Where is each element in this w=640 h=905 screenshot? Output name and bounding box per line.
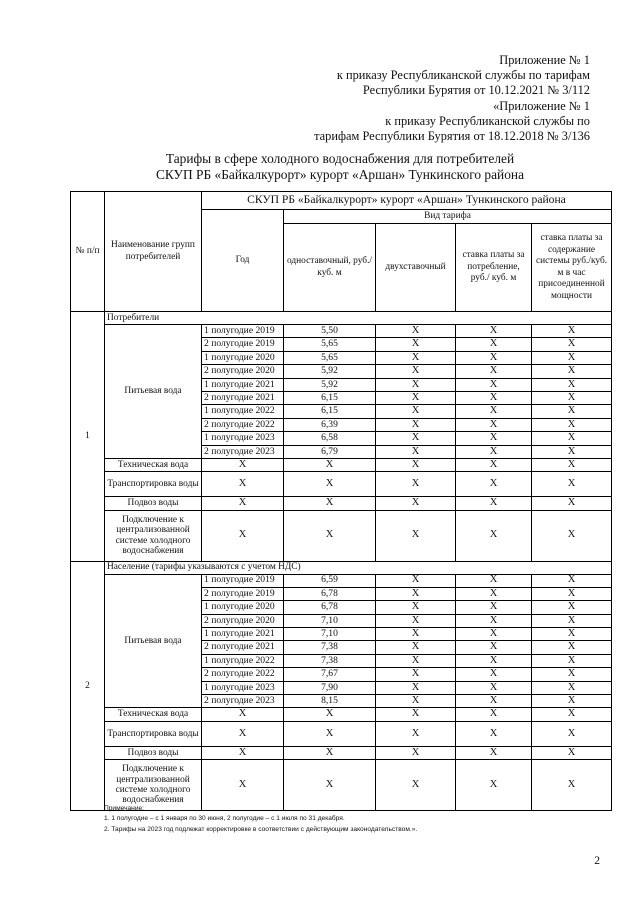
single-rate-value: 6,39: [284, 418, 376, 431]
section-number: 1: [71, 312, 105, 562]
not-applicable-mark: X: [532, 601, 612, 614]
header-organization: СКУП РБ «Байкалкурорт» курорт «Аршан» Тункинского района: [202, 192, 612, 210]
not-applicable-mark: X: [202, 458, 284, 471]
table-row: [71, 708, 612, 721]
not-applicable-mark: X: [376, 760, 456, 811]
period-cell: 1 полугодие 2022: [202, 405, 284, 418]
not-applicable-mark: X: [532, 681, 612, 694]
single-rate-value: 5,50: [284, 325, 376, 338]
not-applicable-mark: X: [202, 708, 284, 721]
drinking-water-label: Питьевая вода: [105, 574, 202, 708]
not-applicable-mark: X: [202, 497, 284, 510]
not-applicable-mark: X: [376, 654, 456, 667]
not-applicable-mark: X: [376, 708, 456, 721]
document-title: [90, 151, 590, 183]
period-cell: 2 полугодие 2019: [202, 587, 284, 600]
service-type-label: Подвоз воды: [105, 746, 202, 759]
not-applicable-mark: X: [532, 458, 612, 471]
not-applicable-mark: X: [456, 641, 532, 654]
single-rate-value: 6,78: [284, 601, 376, 614]
single-rate-value: 6,59: [284, 574, 376, 587]
not-applicable-mark: X: [532, 614, 612, 627]
note-item: 1. 1 полугодие – с 1 января по 30 июня, 2 полугодие – с 1 июля по 31 декабря.: [104, 815, 345, 823]
not-applicable-mark: X: [456, 497, 532, 510]
not-applicable-mark: X: [456, 628, 532, 641]
period-cell: 1 полугодие 2021: [202, 628, 284, 641]
table-row: [71, 574, 612, 587]
header-line: Приложение № 1: [499, 53, 590, 67]
not-applicable-mark: X: [532, 708, 612, 721]
not-applicable-mark: X: [376, 746, 456, 759]
title-line-2: СКУП РБ «Байкалкурорт» курорт «Аршан» Тункинского района: [155, 167, 525, 182]
table-row: [71, 721, 612, 746]
not-applicable-mark: X: [532, 574, 612, 587]
not-applicable-mark: X: [202, 721, 284, 746]
not-applicable-mark: X: [456, 614, 532, 627]
table-row: [71, 746, 612, 759]
not-applicable-mark: X: [202, 760, 284, 811]
not-applicable-mark: X: [376, 497, 456, 510]
not-applicable-mark: X: [456, 746, 532, 759]
not-applicable-mark: X: [376, 574, 456, 587]
period-cell: 2 полугодие 2019: [202, 338, 284, 351]
service-type-label: Техническая вода: [105, 708, 202, 721]
table-row: [71, 458, 612, 471]
header-line: Республики Бурятия от 10.12.2021 № 3/112: [362, 83, 590, 98]
not-applicable-mark: X: [376, 628, 456, 641]
single-rate-value: 6,15: [284, 405, 376, 418]
not-applicable-mark: X: [376, 510, 456, 561]
not-applicable-mark: X: [532, 721, 612, 746]
single-rate-value: 7,90: [284, 681, 376, 694]
service-type-label: Подключение к централизованной системе холодного водоснабжения: [105, 760, 202, 811]
single-rate-value: 5,92: [284, 365, 376, 378]
not-applicable-mark: X: [202, 472, 284, 497]
not-applicable-mark: X: [284, 458, 376, 471]
single-rate-value: 6,79: [284, 445, 376, 458]
period-cell: 2 полугодие 2020: [202, 614, 284, 627]
notes: [104, 804, 604, 835]
not-applicable-mark: X: [376, 445, 456, 458]
not-applicable-mark: X: [456, 405, 532, 418]
not-applicable-mark: X: [202, 510, 284, 561]
single-rate-value: 5,65: [284, 338, 376, 351]
single-rate-value: 6,15: [284, 391, 376, 404]
not-applicable-mark: X: [456, 695, 532, 708]
section-title: Потребители: [105, 312, 612, 325]
not-applicable-mark: X: [532, 432, 612, 445]
not-applicable-mark: X: [532, 472, 612, 497]
not-applicable-mark: X: [376, 378, 456, 391]
not-applicable-mark: X: [532, 641, 612, 654]
not-applicable-mark: X: [456, 760, 532, 811]
single-rate-value: 7,10: [284, 614, 376, 627]
not-applicable-mark: X: [456, 378, 532, 391]
not-applicable-mark: X: [532, 695, 612, 708]
section-title: Население (тарифы указываются с учетом НДС): [105, 561, 612, 574]
notes-heading: Примечание:: [104, 805, 144, 812]
not-applicable-mark: X: [532, 391, 612, 404]
header-tariff-type: Вид тарифа: [284, 210, 612, 224]
not-applicable-mark: X: [532, 351, 612, 364]
single-rate-value: 5,92: [284, 378, 376, 391]
period-cell: 2 полугодие 2023: [202, 445, 284, 458]
table-row: [71, 497, 612, 510]
not-applicable-mark: X: [532, 365, 612, 378]
not-applicable-mark: X: [456, 351, 532, 364]
note-item: 2. Тарифы на 2023 год подлежат корректировке в соответствии с действующим законодательством.».: [104, 825, 418, 833]
single-rate-value: 6,78: [284, 587, 376, 600]
header-year: Год: [202, 210, 284, 312]
period-cell: 1 полугодие 2022: [202, 654, 284, 667]
single-rate-value: 7,67: [284, 668, 376, 681]
single-rate-value: 7,38: [284, 654, 376, 667]
not-applicable-mark: X: [284, 721, 376, 746]
not-applicable-mark: X: [456, 708, 532, 721]
period-cell: 2 полугодие 2021: [202, 391, 284, 404]
not-applicable-mark: X: [532, 587, 612, 600]
table-row: [71, 472, 612, 497]
not-applicable-mark: X: [376, 641, 456, 654]
service-type-label: Техническая вода: [105, 458, 202, 471]
not-applicable-mark: X: [284, 746, 376, 759]
not-applicable-mark: X: [532, 445, 612, 458]
not-applicable-mark: X: [284, 708, 376, 721]
not-applicable-mark: X: [456, 365, 532, 378]
order-header: [210, 53, 590, 144]
table-row: [71, 510, 612, 561]
not-applicable-mark: X: [376, 338, 456, 351]
not-applicable-mark: X: [456, 721, 532, 746]
period-cell: 1 полугодие 2023: [202, 432, 284, 445]
not-applicable-mark: X: [456, 418, 532, 431]
period-cell: 1 полугодие 2019: [202, 574, 284, 587]
page-number: 2: [594, 855, 600, 867]
period-cell: 2 полугодие 2022: [202, 418, 284, 431]
title-line-1: Тарифы в сфере холодного водоснабжения для потребителей: [165, 151, 515, 166]
not-applicable-mark: X: [456, 432, 532, 445]
single-rate-value: 5,65: [284, 351, 376, 364]
period-cell: 2 полугодие 2022: [202, 668, 284, 681]
single-rate-value: 7,10: [284, 628, 376, 641]
period-cell: 1 полугодие 2021: [202, 378, 284, 391]
not-applicable-mark: X: [532, 418, 612, 431]
service-type-label: Подключение к централизованной системе холодного водоснабжения: [105, 510, 202, 561]
not-applicable-mark: X: [376, 391, 456, 404]
not-applicable-mark: X: [456, 472, 532, 497]
not-applicable-mark: X: [376, 721, 456, 746]
not-applicable-mark: X: [456, 654, 532, 667]
not-applicable-mark: X: [532, 654, 612, 667]
not-applicable-mark: X: [456, 668, 532, 681]
not-applicable-mark: X: [376, 365, 456, 378]
service-type-label: Транспортировка воды: [105, 721, 202, 746]
not-applicable-mark: X: [284, 760, 376, 811]
not-applicable-mark: X: [376, 472, 456, 497]
not-applicable-mark: X: [456, 445, 532, 458]
not-applicable-mark: X: [532, 628, 612, 641]
not-applicable-mark: X: [456, 587, 532, 600]
header-consumer-group: Наименование групп потребителей: [105, 192, 202, 312]
not-applicable-mark: X: [456, 391, 532, 404]
not-applicable-mark: X: [456, 574, 532, 587]
single-rate-value: 7,38: [284, 641, 376, 654]
section-title-row: [71, 561, 612, 574]
tariff-table: [70, 191, 612, 811]
not-applicable-mark: X: [376, 325, 456, 338]
period-cell: 1 полугодие 2020: [202, 601, 284, 614]
not-applicable-mark: X: [532, 497, 612, 510]
table-header-row: [71, 192, 612, 210]
header-line: к приказу Республиканской службы по тарифам: [336, 68, 590, 83]
period-cell: 1 полугодие 2020: [202, 351, 284, 364]
not-applicable-mark: X: [532, 338, 612, 351]
not-applicable-mark: X: [456, 510, 532, 561]
header-line: к приказу Республиканской службы по: [385, 113, 590, 128]
not-applicable-mark: X: [376, 695, 456, 708]
not-applicable-mark: X: [202, 746, 284, 759]
not-applicable-mark: X: [532, 668, 612, 681]
header-single-rate: одноставочный, руб./ куб. м: [284, 224, 376, 312]
not-applicable-mark: X: [284, 510, 376, 561]
not-applicable-mark: X: [376, 681, 456, 694]
header-consumption-rate: ставка платы за потребление, руб./ куб. м: [456, 224, 532, 312]
not-applicable-mark: X: [376, 668, 456, 681]
not-applicable-mark: X: [456, 325, 532, 338]
service-type-label: Транспортировка воды: [105, 472, 202, 497]
not-applicable-mark: X: [532, 760, 612, 811]
not-applicable-mark: X: [284, 472, 376, 497]
not-applicable-mark: X: [532, 510, 612, 561]
section-title-row: [71, 312, 612, 325]
period-cell: 2 полугодие 2023: [202, 695, 284, 708]
not-applicable-mark: X: [284, 497, 376, 510]
not-applicable-mark: X: [456, 601, 532, 614]
header-number: № п/п: [71, 192, 105, 312]
section-number: 2: [71, 561, 105, 811]
not-applicable-mark: X: [376, 458, 456, 471]
not-applicable-mark: X: [532, 378, 612, 391]
not-applicable-mark: X: [376, 351, 456, 364]
header-line: «Приложение № 1: [493, 98, 590, 113]
header-line: тарифам Республики Бурятия от 18.12.2018 № 3/136: [314, 129, 590, 144]
single-rate-value: 8,15: [284, 695, 376, 708]
period-cell: 2 полугодие 2021: [202, 641, 284, 654]
not-applicable-mark: X: [376, 587, 456, 600]
table-row: [71, 760, 612, 811]
single-rate-value: 6,58: [284, 432, 376, 445]
table-row: [71, 325, 612, 338]
header-maintenance-rate: ставка платы за содержание системы руб./куб. м в час присоединенной мощности: [532, 224, 612, 312]
not-applicable-mark: X: [532, 746, 612, 759]
not-applicable-mark: X: [456, 458, 532, 471]
header-two-rate: двухставочный: [376, 224, 456, 312]
not-applicable-mark: X: [376, 614, 456, 627]
period-cell: 2 полугодие 2020: [202, 365, 284, 378]
drinking-water-label: Питьевая вода: [105, 325, 202, 459]
period-cell: 1 полугодие 2019: [202, 325, 284, 338]
not-applicable-mark: X: [376, 601, 456, 614]
not-applicable-mark: X: [376, 405, 456, 418]
not-applicable-mark: X: [532, 405, 612, 418]
not-applicable-mark: X: [456, 338, 532, 351]
period-cell: 1 полугодие 2023: [202, 681, 284, 694]
not-applicable-mark: X: [456, 681, 532, 694]
not-applicable-mark: X: [376, 418, 456, 431]
service-type-label: Подвоз воды: [105, 497, 202, 510]
not-applicable-mark: X: [532, 325, 612, 338]
not-applicable-mark: X: [376, 432, 456, 445]
